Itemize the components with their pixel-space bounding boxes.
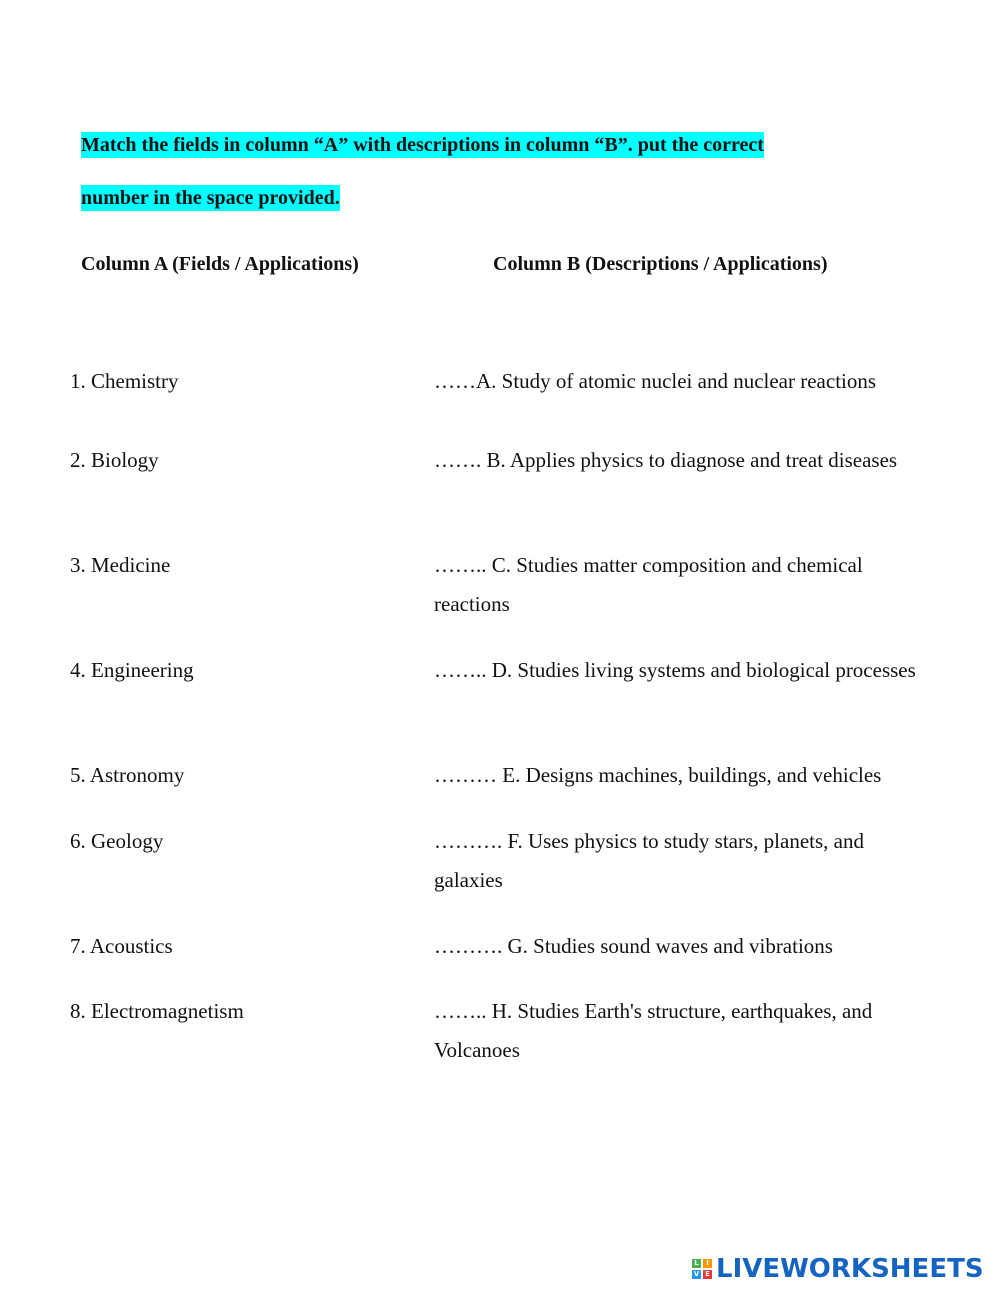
column-a-term: 6. Geology	[70, 829, 164, 853]
column-a-term: 3. Medicine	[70, 553, 171, 577]
column-b-header: Column B (Descriptions / Applications)	[493, 253, 828, 275]
liveworksheets-logo	[692, 1252, 984, 1286]
logo-mark-letter: E	[703, 1270, 712, 1279]
column-b-description: ……… E. Designs machines, buildings, and vehicles	[434, 763, 882, 787]
instruction-line-2: number in the space provided.	[81, 187, 340, 209]
column-b-description: …….. C. Studies matter composition and chemical reactions	[434, 553, 863, 616]
instruction-line-1: Match the fields in column “A” with descriptions in column “B”. put the correct	[81, 134, 764, 156]
column-b-description: ………. G. Studies sound waves and vibrations	[434, 934, 833, 958]
logo-text: LIVEWORKSHEETS	[716, 1254, 984, 1284]
column-a-header: Column A (Fields / Applications)	[81, 253, 359, 275]
logo-mark-letter: L	[692, 1259, 701, 1268]
column-b-description: ……A. Study of atomic nuclei and nuclear reactions	[434, 369, 877, 393]
column-a-term: 4. Engineering	[70, 658, 194, 682]
column-a-term: 8. Electromagnetism	[70, 999, 244, 1023]
column-a-term: 5. Astronomy	[70, 763, 185, 787]
column-b-description: ……. B. Applies physics to diagnose and treat diseases	[434, 448, 898, 472]
column-a-term: 7. Acoustics	[70, 934, 173, 958]
column-b-description: ………. F. Uses physics to study stars, planets, and galaxies	[434, 829, 864, 892]
logo-mark-icon	[692, 1259, 712, 1279]
column-a-term: 1. Chemistry	[70, 369, 179, 393]
column-b-description: …….. H. Studies Earth's structure, earthquakes, and Volcanoes	[434, 999, 873, 1062]
logo-mark-letter: I	[703, 1259, 712, 1268]
logo-mark-letter: V	[693, 1270, 700, 1278]
column-a-term: 2. Biology	[70, 448, 159, 472]
column-b-description: …….. D. Studies living systems and biological processes	[434, 658, 916, 682]
